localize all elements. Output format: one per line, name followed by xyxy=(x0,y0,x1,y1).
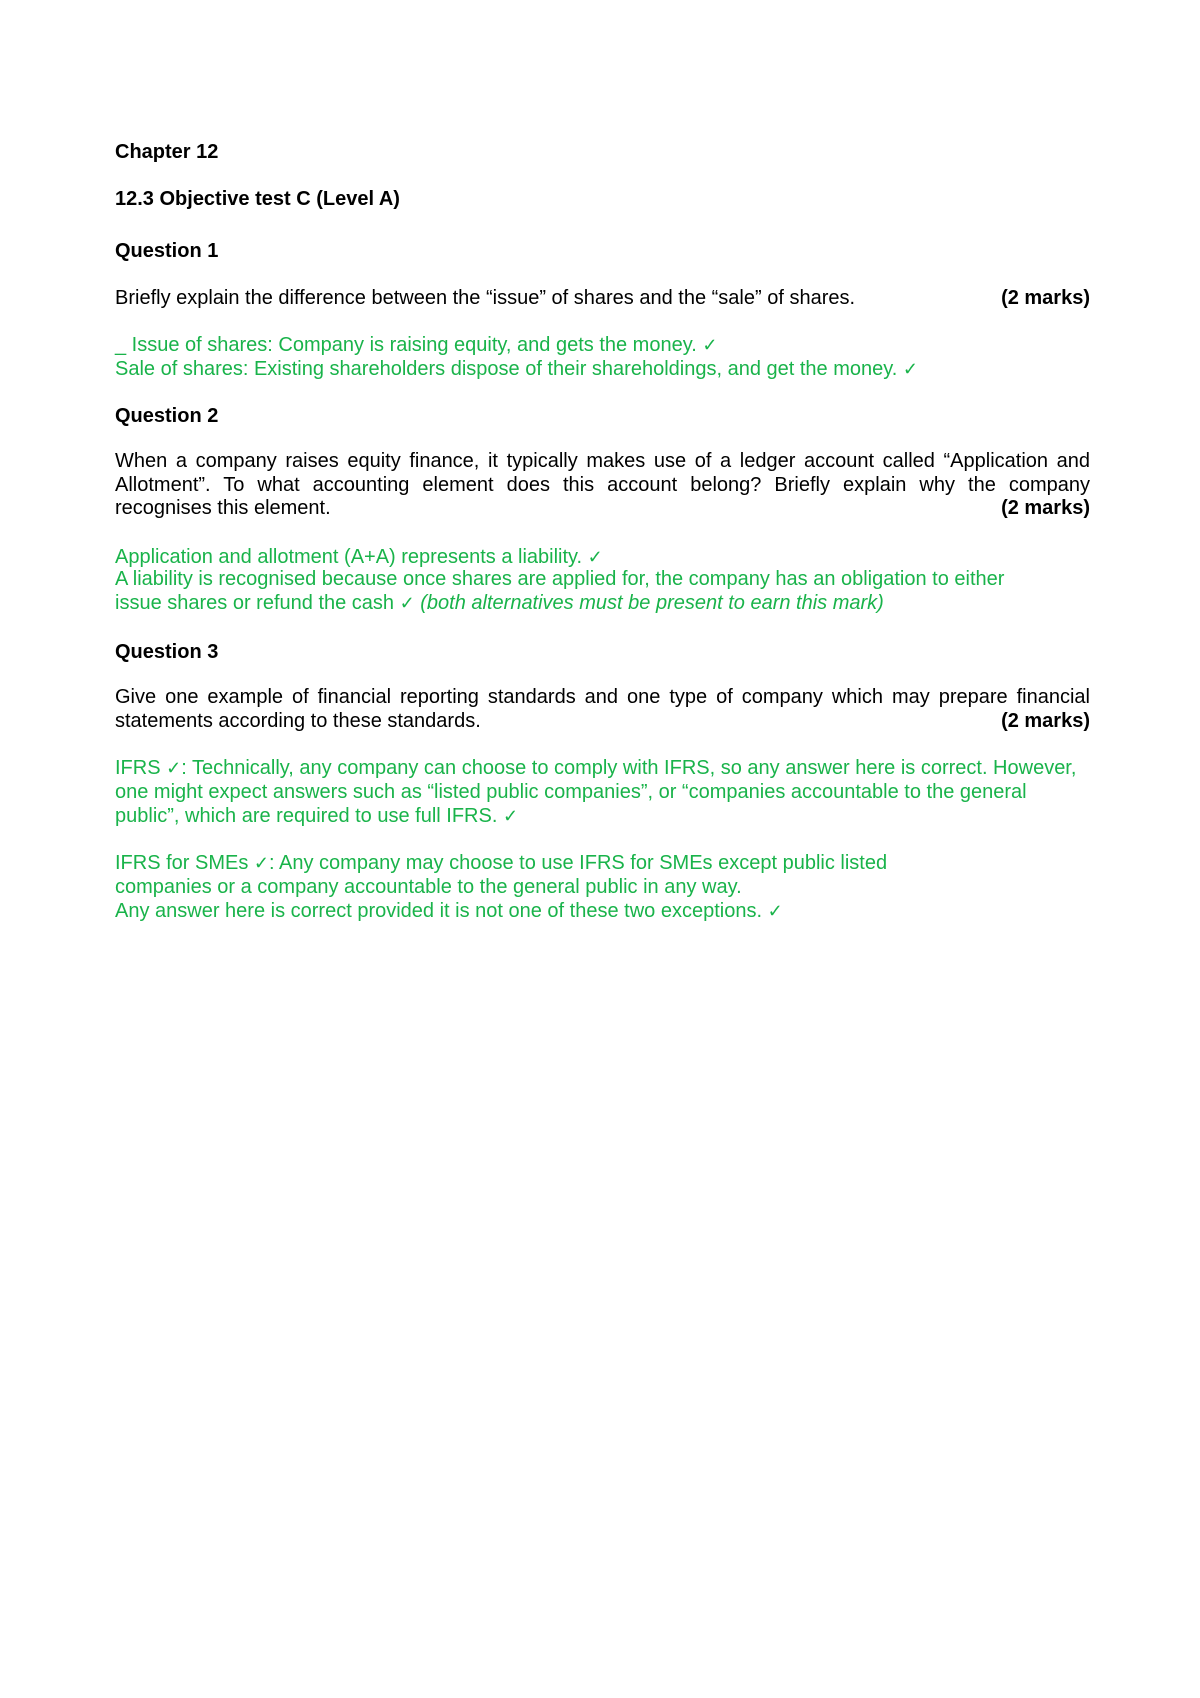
question-3-body: Give one example of financial reporting standards and one type of company which may prepare financial statements according to these standards. xyxy=(115,686,1090,732)
question-2-answer-2 xyxy=(115,568,1015,615)
check-mark-icon: ✓ xyxy=(502,806,519,826)
question-2-text xyxy=(115,450,1090,521)
answer-text: Application and allotment (A+A) represents a liability. xyxy=(115,546,583,568)
question-2-body: When a company raises equity finance, it typically makes use of a ledger account called “Application and Allotment”. To what accounting element does this account belong? Briefly explain why the company recognises this element. xyxy=(115,450,1090,519)
question-2-marks: (2 marks) xyxy=(1001,497,1090,519)
question-1-marks: (2 marks) xyxy=(1001,287,1090,309)
question-1-text xyxy=(115,285,1090,311)
answer-text: : Technically, any company can choose to comply with IFRS, so any answer here is correct. However, one might expect answers such as “listed public companies”, or “companies accountable to the general public”, which are required to use full IFRS. xyxy=(115,757,1077,827)
question-3-heading: Question 3 xyxy=(115,641,219,663)
section-title: 12.3 Objective test C (Level A) xyxy=(115,188,400,210)
answer-text: _ Issue of shares: Company is raising equity, and gets the money. xyxy=(115,334,697,356)
chapter-title: Chapter 12 xyxy=(115,141,219,163)
check-mark-icon: ✓ xyxy=(902,359,918,379)
check-mark-icon: ✓ xyxy=(399,592,415,613)
question-1-answer-2 xyxy=(115,356,1090,382)
check-mark-icon: ✓ xyxy=(587,547,603,567)
question-2-heading: Question 2 xyxy=(115,405,219,427)
question-1-answer-1 xyxy=(115,332,1090,358)
check-mark-icon: ✓ xyxy=(767,901,783,921)
question-3-marks: (2 marks) xyxy=(1001,709,1090,732)
answer-text-2: Any answer here is correct provided it is not one of these two exceptions. xyxy=(115,900,763,922)
check-mark-icon: ✓ xyxy=(253,853,270,873)
question-1-body: Briefly explain the difference between the “issue” of shares and the “sale” of shares. xyxy=(115,287,856,309)
question-3-answer-1 xyxy=(115,756,1090,828)
answer-text: A liability is recognised because once shares are applied for, the company has an obligation to either issue shares or refund the cash xyxy=(115,568,1005,614)
question-1-heading: Question 1 xyxy=(115,240,219,262)
answer-text: : Any company may choose to use IFRS for SMEs except public listed companies or a company accountable to the general public in any way. xyxy=(115,852,888,898)
question-2-answer-1 xyxy=(115,544,1090,570)
check-mark-icon: ✓ xyxy=(702,335,718,355)
question-3-text xyxy=(115,686,1090,733)
answer-note: (both alternatives must be present to earn this mark) xyxy=(420,591,884,614)
answer-text: Sale of shares: Existing shareholders dispose of their shareholdings, and get the money. xyxy=(115,358,898,380)
answer-lead: IFRS for SMEs xyxy=(115,852,249,874)
question-3-answer-2 xyxy=(115,851,935,923)
answer-lead: IFRS xyxy=(115,757,161,779)
check-mark-icon: ✓ xyxy=(166,758,182,778)
